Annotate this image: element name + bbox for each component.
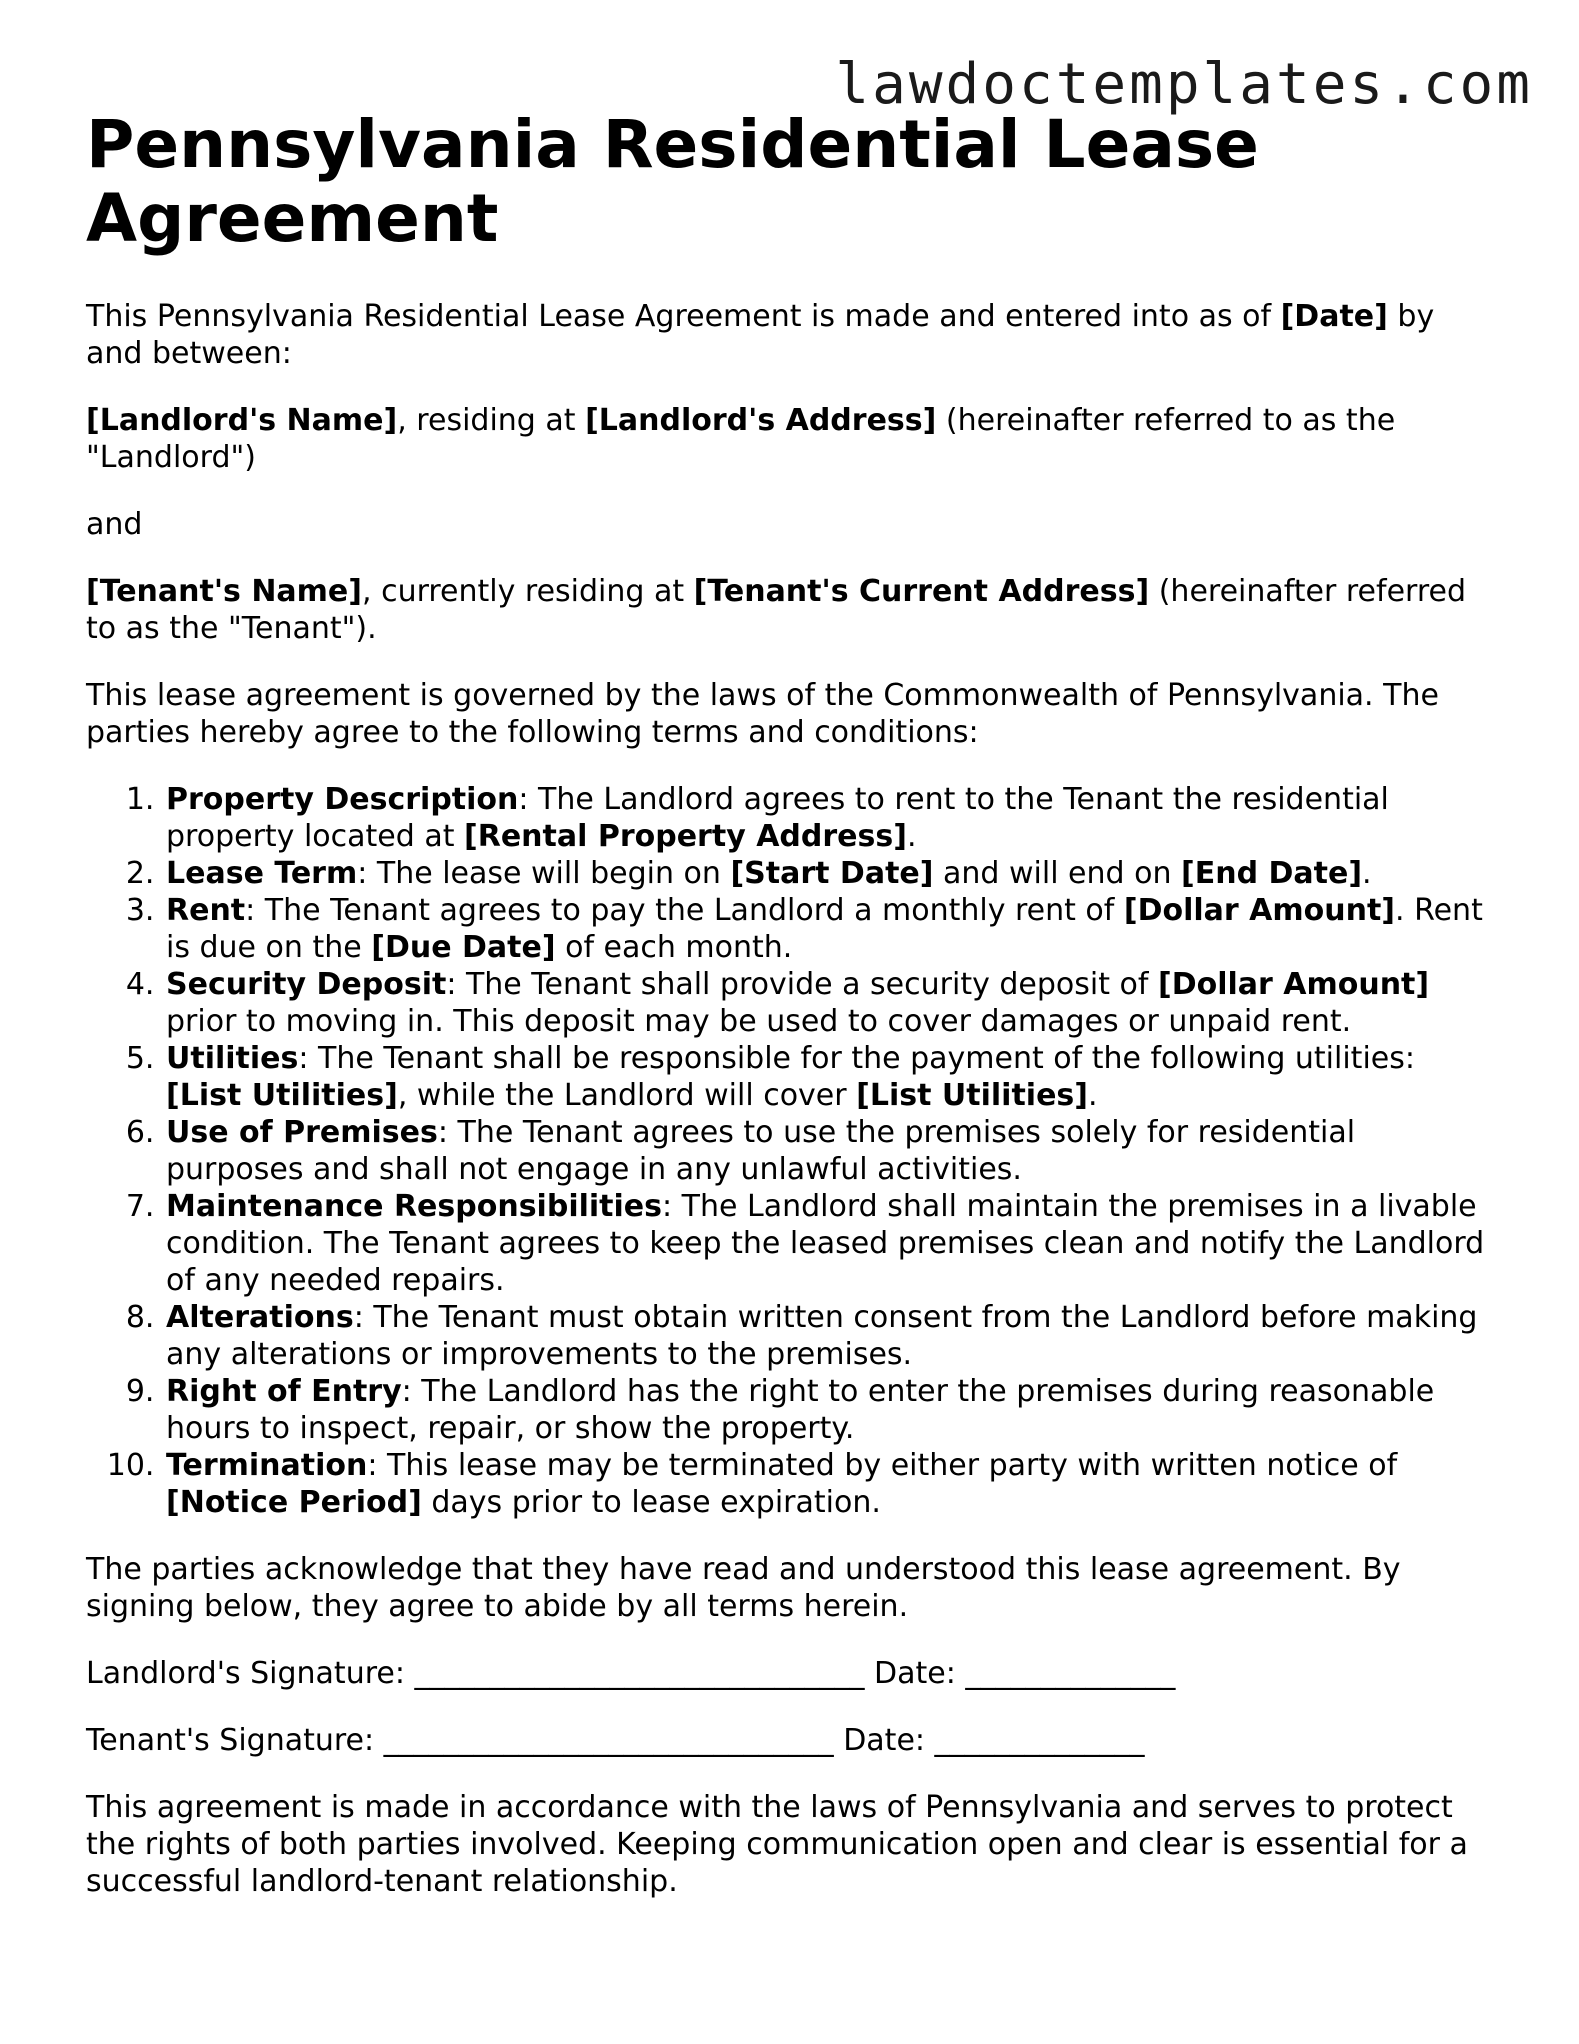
list-item (164, 1114, 1496, 1188)
acknowledge-paragraph: The parties acknowledge that they have read and understood this lease agreement. By signing below, they agree to abide by all terms herein. (86, 1552, 1401, 1624)
list-item (164, 1299, 1496, 1373)
tenant-name-placeholder: [Tenant's Name] (86, 574, 362, 609)
list-item (164, 1373, 1496, 1447)
term-text: . Rent is due on the (166, 893, 1483, 965)
term-text: : The lease will begin on (357, 856, 731, 891)
terms-list (86, 781, 1496, 1521)
closing-paragraph: This agreement is made in accordance with the laws of Pennsylvania and serves to protect the rights of both parties involved. Keeping communication open and clear is essential for a successful landlord-tenant relationship. (86, 1790, 1468, 1899)
term-title: Maintenance Responsibilities (166, 1189, 662, 1224)
term-text: and will end on (933, 856, 1182, 891)
term-placeholder: [Dollar Amount] (1157, 967, 1430, 1002)
landlord-address-placeholder: [Landlord's Address] (585, 403, 937, 438)
tenant-date-label: Date: (833, 1723, 935, 1758)
term-title: Utilities (166, 1041, 299, 1076)
term-placeholder: [Due Date] (371, 930, 556, 965)
term-text: of each month. (555, 930, 793, 965)
landlord-signature-line (86, 1655, 1496, 1692)
document-body (86, 108, 1496, 1900)
landlord-text-2: (hereinafter referred to as the "Landlord") (86, 403, 1396, 475)
tenant-text-1: , currently residing at (362, 574, 694, 609)
landlord-date-blank[interactable]: ______________ (965, 1656, 1176, 1691)
term-text: , while the Landlord will cover (397, 1078, 857, 1113)
list-item (164, 781, 1496, 855)
term-text: . (1362, 856, 1372, 891)
term-text: prior to moving in. This deposit may be used to cover damages or unpaid rent. (166, 1004, 1352, 1039)
term-text: . (1087, 1078, 1098, 1113)
list-item (164, 1040, 1496, 1114)
tenant-signature-line (86, 1722, 1496, 1759)
tenant-paragraph (86, 573, 1496, 647)
landlord-paragraph (86, 402, 1496, 476)
date-placeholder: [Date] (1280, 299, 1388, 334)
term-text: days prior to lease expiration. (421, 1485, 881, 1520)
term-placeholder: [List Utilities] (856, 1078, 1088, 1113)
list-item (164, 966, 1496, 1040)
term-title: Property Description (166, 782, 519, 817)
list-item (164, 1447, 1496, 1521)
governing-paragraph: This lease agreement is governed by the laws of the Commonwealth of Pennsylvania. The parties hereby agree to the following terms and conditions: (86, 678, 1439, 750)
landlord-signature-label: Landlord's Signature: (86, 1656, 415, 1691)
term-text: : The Landlord agrees to rent to the Tenant the residential property located at (166, 782, 1389, 854)
tenant-address-placeholder: [Tenant's Current Address] (693, 574, 1150, 609)
landlord-name-placeholder: [Landlord's Name] (86, 403, 398, 438)
term-title: Rent (166, 893, 246, 928)
term-text: : The Tenant must obtain written consent from the Landlord before making any alterations or improvements to the premises. (166, 1300, 1478, 1372)
term-placeholder: [List Utilities] (166, 1078, 398, 1113)
term-title: Alterations (166, 1300, 354, 1335)
list-item (164, 1188, 1496, 1299)
term-placeholder: [Notice Period] (166, 1485, 422, 1520)
tenant-signature-blank[interactable]: ______________________________ (383, 1723, 834, 1758)
term-text: : The Tenant shall provide a security deposit of (446, 967, 1158, 1002)
term-placeholder: [Start Date] (730, 856, 934, 891)
term-placeholder: [Rental Property Address] (464, 819, 907, 854)
term-text: : The Tenant agrees to pay the Landlord a monthly rent of (245, 893, 1124, 928)
list-item (164, 892, 1496, 966)
term-text: : The Tenant agrees to use the premises solely for residential purposes and shall not engage in any unlawful activities. (166, 1115, 1356, 1187)
term-title: Security Deposit (166, 967, 447, 1002)
list-item (164, 855, 1496, 892)
term-title: Lease Term (166, 856, 358, 891)
landlord-text-1: , residing at (397, 403, 586, 438)
tenant-signature-label: Tenant's Signature: (86, 1723, 384, 1758)
intro-paragraph (86, 298, 1496, 372)
term-text: : The Tenant shall be responsible for the payment of the following utilities: (298, 1041, 1415, 1076)
term-placeholder: [Dollar Amount] (1123, 893, 1396, 928)
term-text: : The Landlord has the right to enter the premises during reasonable hours to inspect, repair, or show the property. (166, 1374, 1435, 1446)
intro-text-2: by and between: (86, 299, 1435, 371)
term-text: . (906, 819, 917, 854)
term-text: : This lease may be terminated by either party with written notice of (367, 1448, 1398, 1483)
term-text: : The Landlord shall maintain the premises in a livable condition. The Tenant agrees to keep the leased premises clean and notify the Landlord of any needed repairs. (166, 1189, 1485, 1298)
term-title: Termination (166, 1448, 368, 1483)
term-title: Use of Premises (166, 1115, 438, 1150)
landlord-date-label: Date: (864, 1656, 966, 1691)
intro-text-1: This Pennsylvania Residential Lease Agreement is made and entered into as of (86, 299, 1281, 334)
tenant-text-2: (hereinafter referred to as the "Tenant"). (86, 574, 1467, 646)
term-placeholder: [End Date] (1181, 856, 1363, 891)
document-title: Pennsylvania Residential Lease Agreement (86, 106, 1259, 257)
term-title: Right of Entry (166, 1374, 402, 1409)
and-paragraph: and (86, 507, 143, 542)
tenant-date-blank[interactable]: ______________ (934, 1723, 1145, 1758)
landlord-signature-blank[interactable]: ______________________________ (414, 1656, 865, 1691)
watermark: lawdoctemplates.com (835, 52, 1533, 117)
